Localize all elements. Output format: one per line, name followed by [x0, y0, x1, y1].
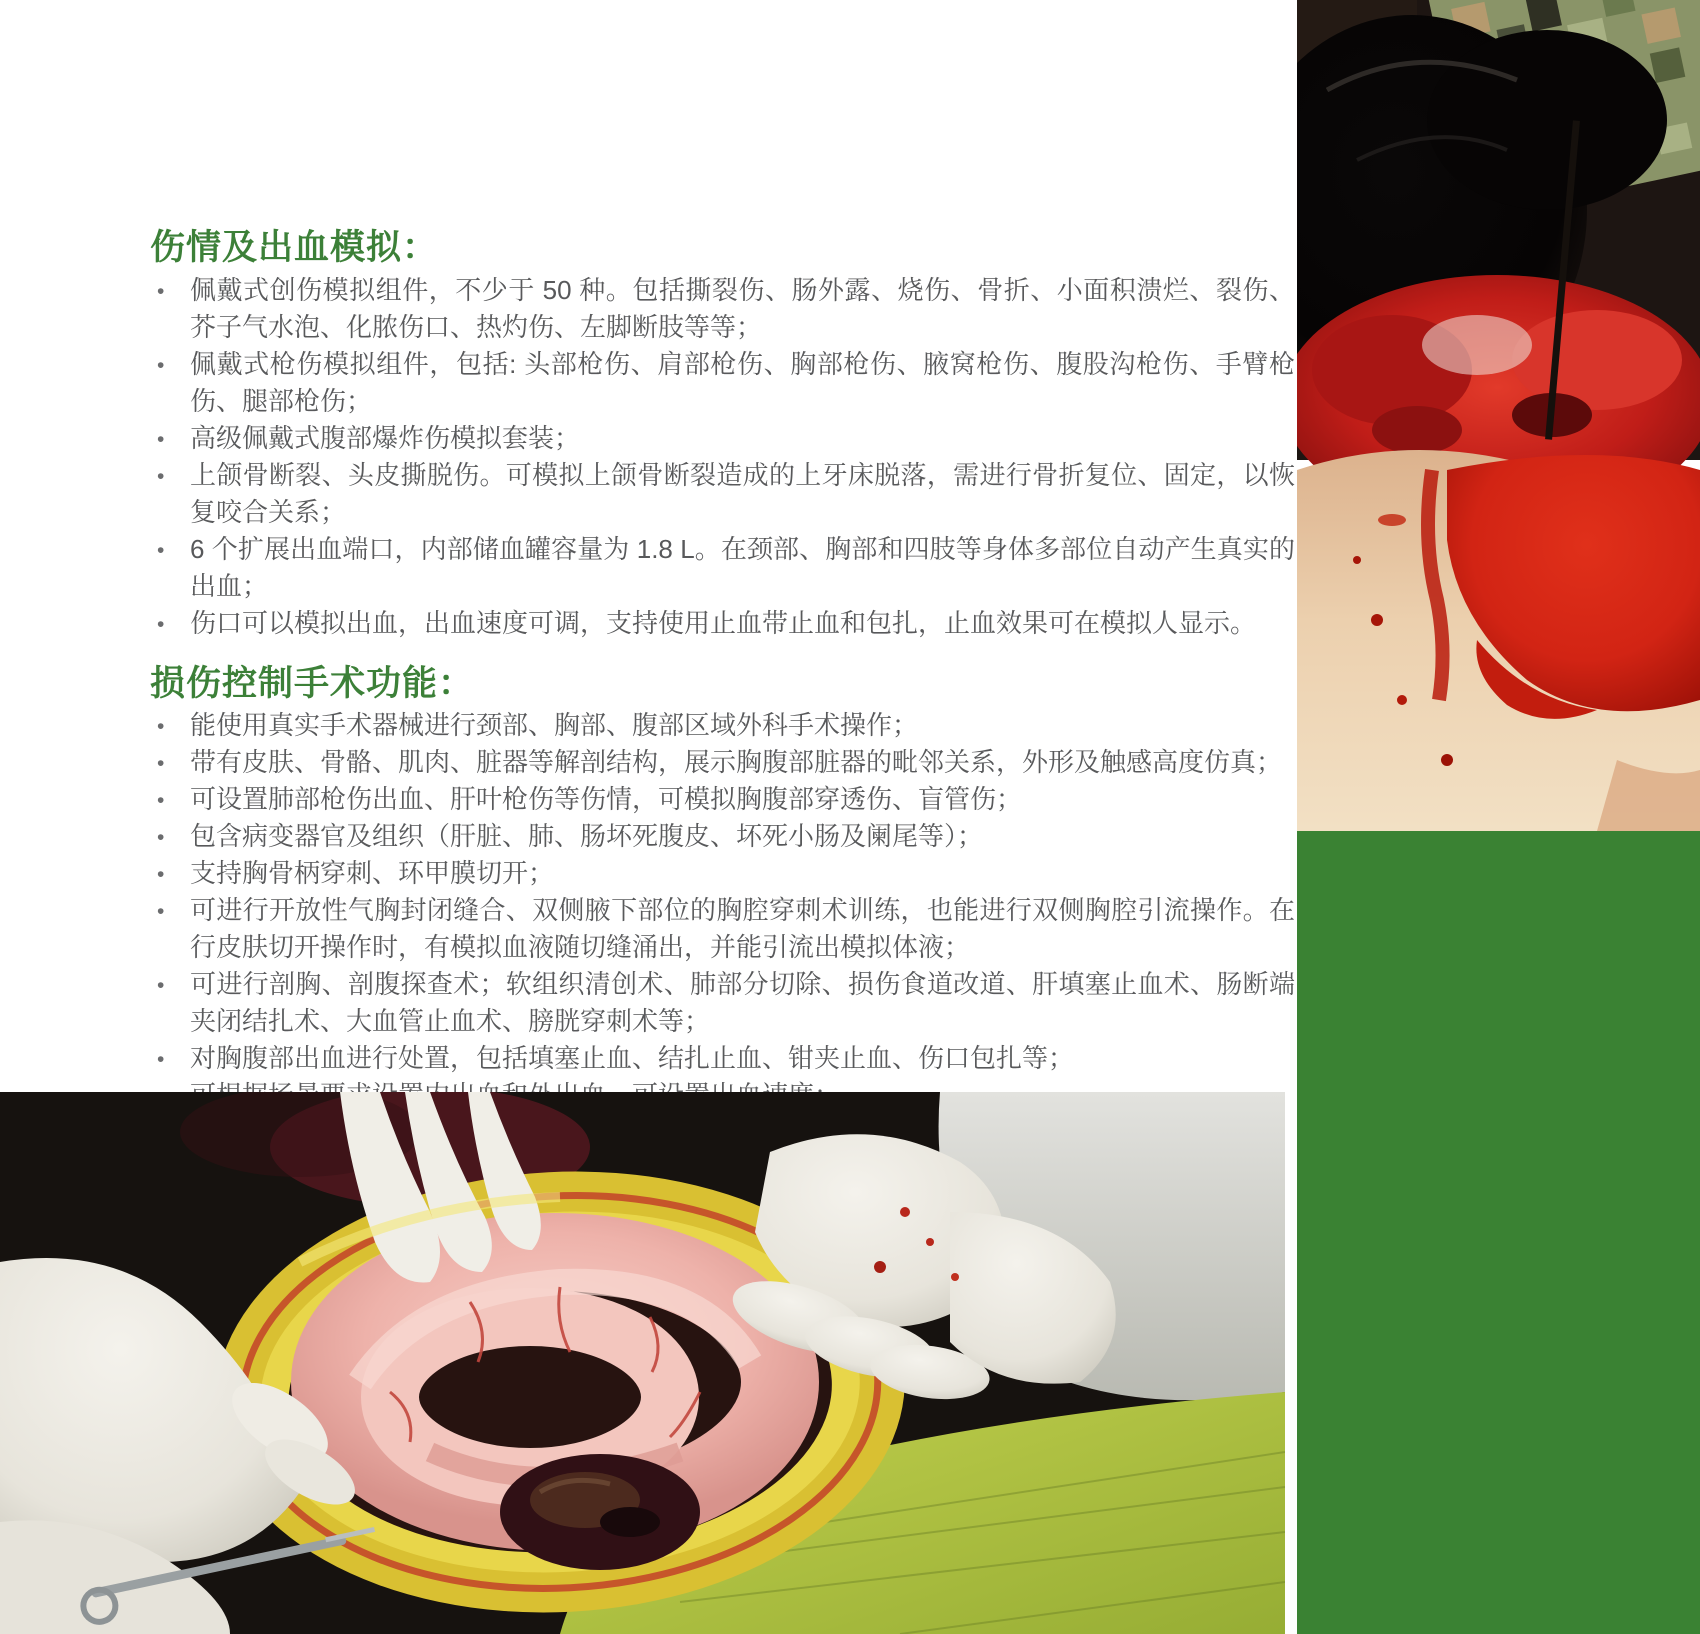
trauma-bleeding-simulation-photo — [1297, 0, 1700, 831]
bullet-item: • 佩戴式创伤模拟组件，不少于 50 种。包括撕裂伤、肠外露、烧伤、骨折、小面积溃烂、裂伤、芥子气水泡、化脓伤口、热灼伤、左脚断肢等等； — [150, 272, 1295, 346]
bullet-item: • 对胸腹部出血进行处置，包括填塞止血、结扎止血、钳夹止血、伤口包扎等； — [150, 1040, 1295, 1077]
bullet-item: • 可进行剖胸、剖腹探查术；软组织清创术、肺部分切除、损伤食道改道、肝填塞止血术、肠断端夹闭结扎术、大血管止血术、膀胱穿刺术等； — [150, 966, 1295, 1040]
bullet-item: • 佩戴式枪伤模拟组件，包括: 头部枪伤、肩部枪伤、胸部枪伤、腋窝枪伤、腹股沟枪伤、手臂枪伤、腿部枪伤； — [150, 346, 1295, 420]
bullet-item: • 高级佩戴式腹部爆炸伤模拟套装； — [150, 420, 1295, 457]
bullet-item: • 可进行开放性气胸封闭缝合、双侧腋下部位的胸腔穿刺术训练，也能进行双侧胸腔引流操作。在行皮肤切开操作时，有模拟血液随切缝涌出，并能引流出模拟体液； — [150, 892, 1295, 966]
section-heading-damage-control-surgery: 损伤控制手术功能： — [150, 664, 475, 703]
bullet-item: • 能使用真实手术器械进行颈部、胸部、腹部区域外科手术操作； — [150, 707, 1295, 744]
bullet-item: • 包含病变器官及组织（肝脏、肺、肠坏死腹皮、坏死小肠及阑尾等）； — [150, 818, 1295, 855]
bullet-item: • 伤口可以模拟出血，出血速度可调，支持使用止血带止血和包扎，止血效果可在模拟人显示。 — [150, 605, 1295, 642]
section-heading-wound-bleeding: 伤情及出血模拟： — [150, 228, 439, 267]
trauma-photo-graphic — [1297, 0, 1700, 831]
feature-text-column — [150, 230, 1295, 1151]
surgery-photo-graphic — [0, 1092, 1285, 1634]
bullet-list-wound-bleeding — [150, 272, 1295, 642]
bullet-list-damage-control-surgery — [150, 707, 1295, 1151]
bullet-item: • 带有皮肤、骨骼、肌肉、脏器等解剖结构，展示胸腹部脏器的毗邻关系，外形及触感高度仿真； — [150, 744, 1295, 781]
surgical-training-photo — [0, 1092, 1285, 1634]
green-accent-block — [1297, 831, 1700, 1634]
bullet-item: • 支持胸骨柄穿刺、环甲膜切开； — [150, 855, 1295, 892]
bullet-item: • 可设置肺部枪伤出血、肝叶枪伤等伤情，可模拟胸腹部穿透伤、盲管伤； — [150, 781, 1295, 818]
bullet-item: • 上颌骨断裂、头皮撕脱伤。可模拟上颌骨断裂造成的上牙床脱落，需进行骨折复位、固定，以恢复咬合关系； — [150, 457, 1295, 531]
bullet-item: • 6 个扩展出血端口，内部储血罐容量为 1.8 L。在颈部、胸部和四肢等身体多部位自动产生真实的出血； — [150, 531, 1295, 605]
